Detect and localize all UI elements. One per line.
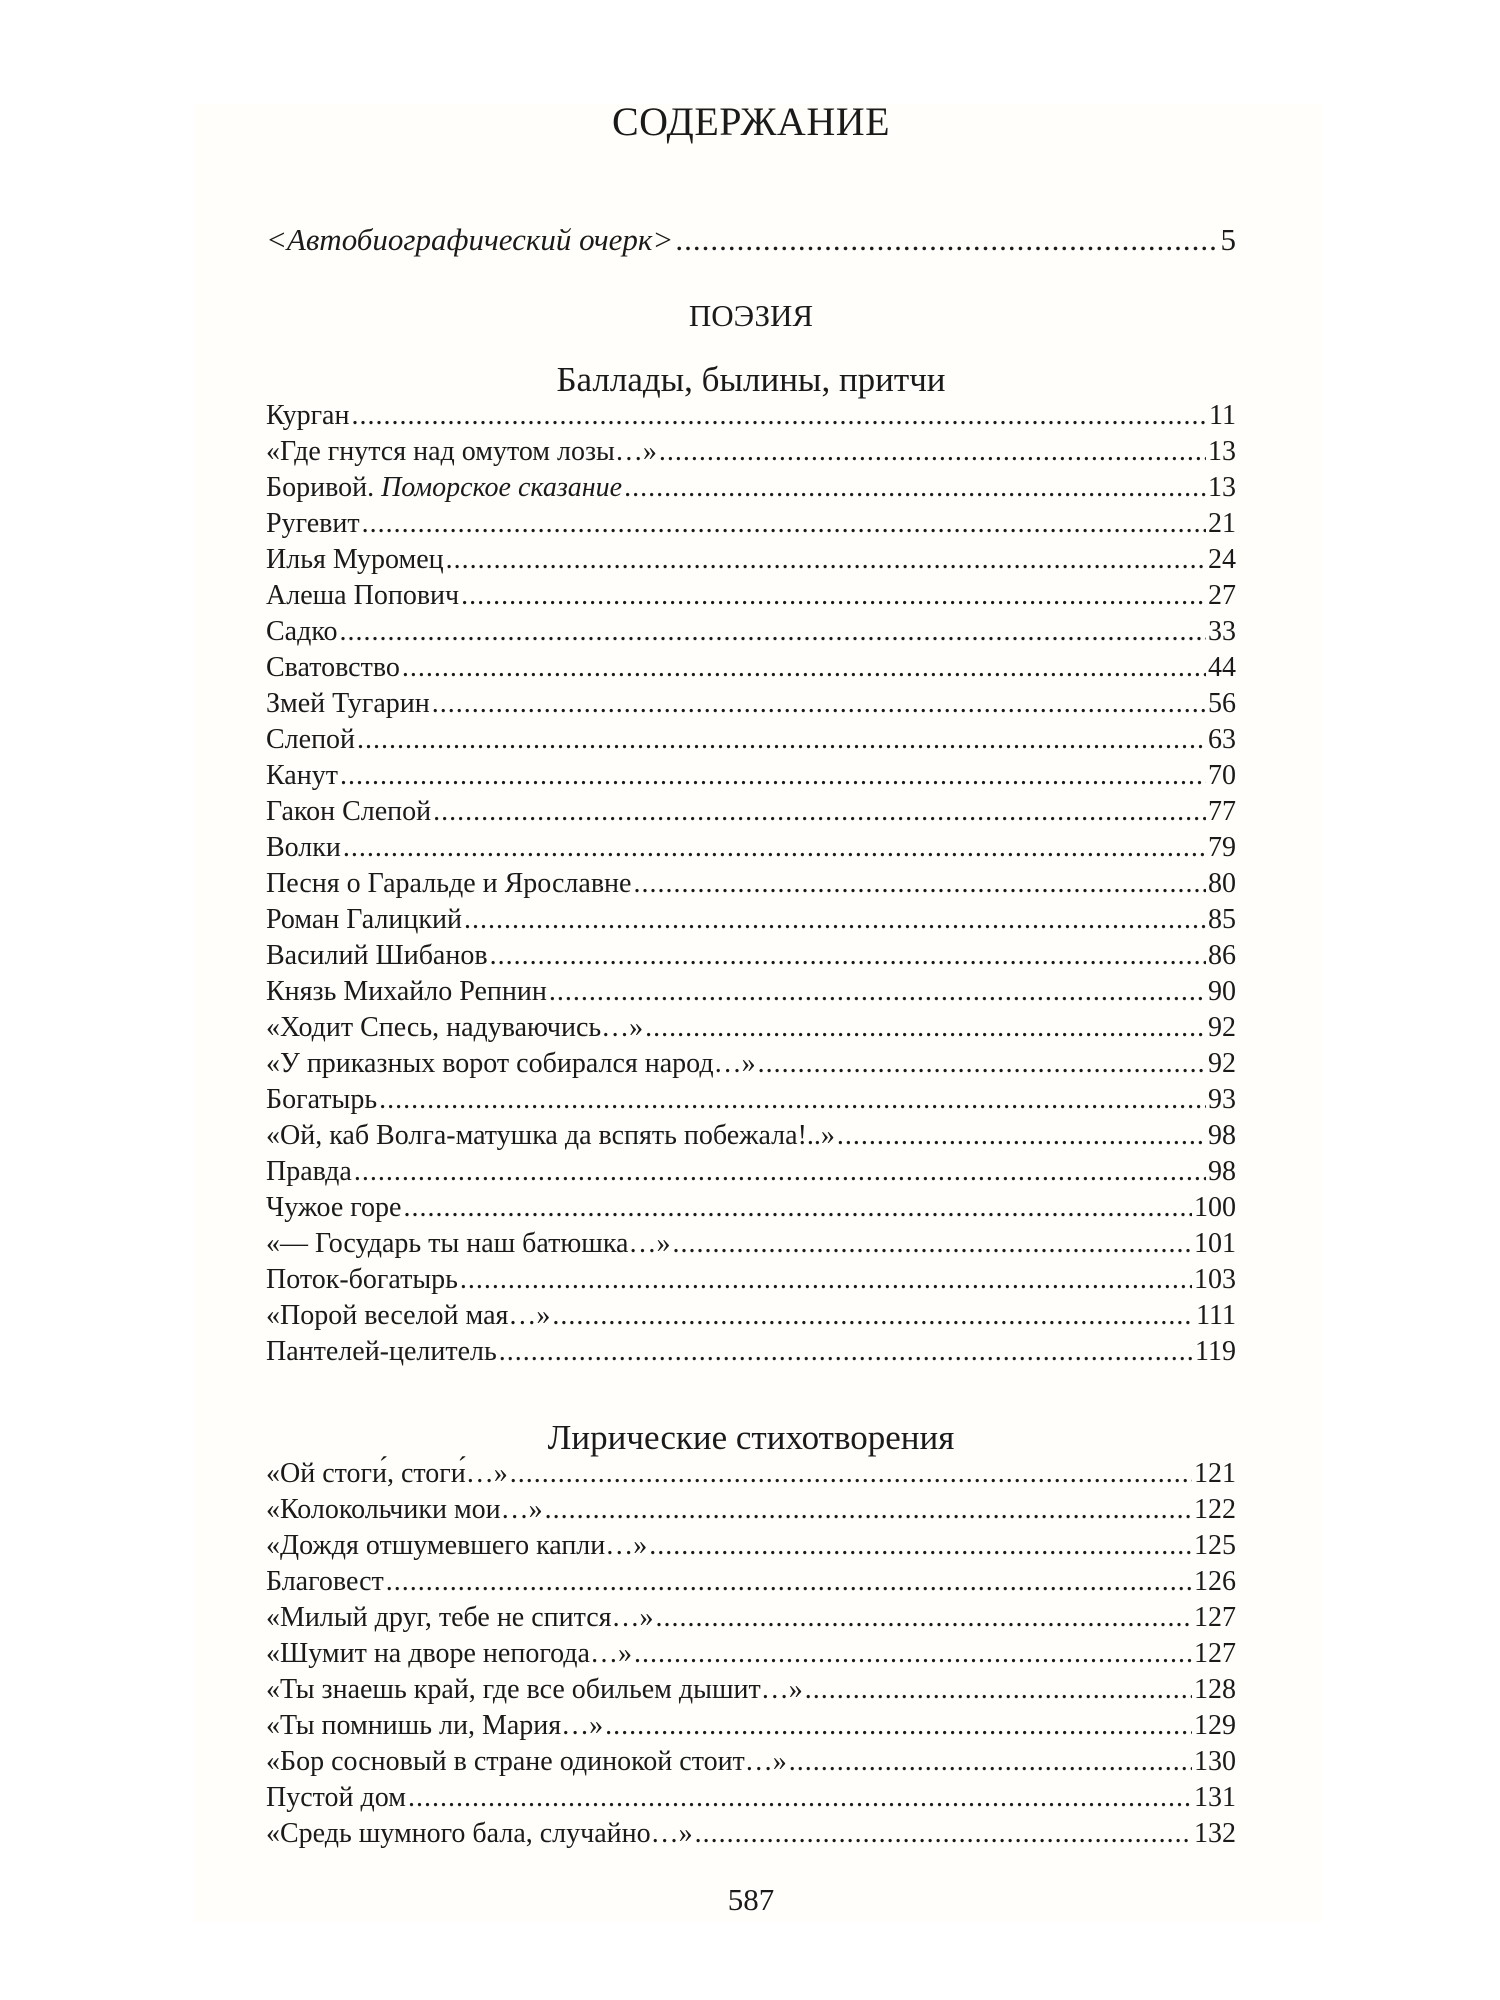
toc-entry-page: 90 [1208,976,1236,1007]
toc-entry-title [266,1674,803,1706]
toc-entry-title [266,1818,693,1850]
toc-entry-title [266,1012,643,1044]
toc-entry-title-text: «Ходит Спесь, надуваючись…» [266,1012,644,1043]
toc-entry-page: 101 [1194,1228,1236,1259]
toc-entry [266,1458,1236,1494]
toc-entry-subtitle: Поморское сказание [381,472,623,503]
toc-list-ballads [266,400,1236,1372]
toc-entry-title-text: Волки [266,832,341,863]
toc-entry-title-text: Сватовство [266,652,400,683]
toc-entry [266,652,1236,688]
toc-entry-page: 128 [1194,1674,1236,1705]
toc-entry [266,1566,1236,1602]
toc-entry-title [266,544,444,576]
toc-entry-title: <Автобиографический очерк> [266,222,674,257]
toc-entry-page: 24 [1208,544,1236,575]
toc-entry-page: 85 [1208,904,1236,935]
toc-entry-page: 98 [1208,1156,1236,1187]
toc-entry-title [266,1336,497,1368]
toc-entry-title [266,1602,654,1634]
toc-entry-title [266,1084,377,1116]
leader-dots [695,1818,1192,1850]
toc-entry [266,1300,1236,1336]
page-title: СОДЕРЖАНИЕ [611,99,891,144]
toc-list-lyrics [266,1458,1236,1854]
toc-entry-page: 13 [1208,436,1236,467]
toc-entry-title-text: Пустой дом [266,1782,406,1813]
toc-entry-title [266,940,488,972]
toc-entry-title [266,1228,670,1260]
leader-dots [805,1674,1192,1706]
toc-entry-page: 86 [1208,940,1236,971]
toc-entry-title-text: Василий Шибанов [266,940,488,971]
toc-entry-title-text: «Где гнутся над омутом лозы…» [266,436,657,467]
group-title-ballads: Баллады, былины, притчи [556,360,946,399]
toc-entry [266,724,1236,760]
leader-dots [433,796,1206,828]
toc-entry-title [266,472,622,504]
toc-entry [266,1674,1236,1710]
toc-entry [266,580,1236,616]
toc-entry-title-text: «Ой стоги́, стоги́…» [266,1458,508,1489]
toc-entry-title-text: Слепой [266,724,356,755]
toc-entry-title-text: Алеша Попович [266,580,460,611]
toc-entry-page: 80 [1208,868,1236,899]
toc-entry [266,1782,1236,1818]
toc-entry-page: 131 [1194,1782,1236,1813]
toc-entry-page: 126 [1194,1566,1236,1597]
toc-entry-title-text: Богатырь [266,1084,378,1115]
leader-dots [460,1264,1192,1296]
toc-entry-title [266,1530,647,1562]
toc-entry [266,796,1236,832]
toc-entry [266,1746,1236,1782]
toc-entry [266,1638,1236,1674]
toc-entry-page: 98 [1208,1120,1236,1151]
leader-dots [549,976,1206,1008]
intro-entry [266,222,1236,262]
leader-dots [362,508,1206,540]
toc-entry-title-text: Князь Михайло Репнин [266,976,547,1007]
toc-entry-title-text: «Милый друг, тебе не спится…» [266,1602,654,1633]
toc-entry-page: 21 [1208,508,1236,539]
toc-entry-title-text: «Средь шумного бала, случайно…» [266,1818,693,1849]
toc-entry-title-text: Илья Муромец [266,544,444,575]
toc-entry-title [266,868,631,900]
toc-entry-page: 127 [1194,1602,1236,1633]
leader-dots [499,1336,1193,1368]
toc-entry-page: 92 [1208,1012,1236,1043]
toc-entry [266,976,1236,1012]
toc-entry-title-text: Канут [266,760,338,791]
toc-entry-page: 77 [1208,796,1236,827]
toc-entry-page: 13 [1208,472,1236,503]
leader-dots [605,1710,1192,1742]
toc-entry-title-text: «Шумит на дворе непогода…» [266,1638,632,1669]
toc-entry-title [266,1048,756,1080]
toc-entry-page: 44 [1208,652,1236,683]
toc-entry-title [266,976,547,1008]
toc-entry [266,1336,1236,1372]
toc-entry-page: 5 [1220,222,1236,257]
leader-dots [403,1192,1192,1224]
leader-dots [758,1048,1206,1080]
leader-dots [659,436,1206,468]
toc-entry-title [266,760,338,792]
toc-entry-page: 103 [1194,1264,1236,1295]
toc-entry-page: 56 [1208,688,1236,719]
leader-dots [672,1228,1192,1260]
toc-entry-title-text: «Ты помнишь ли, Мария…» [266,1710,604,1741]
toc-entry-title [266,832,341,864]
toc-entry-title-text: «Ой, каб Волга-матушка да вспять побежала!..» [266,1120,835,1151]
toc-entry [266,1084,1236,1120]
toc-entry-title-text: «— Государь ты наш батюшка…» [266,1228,671,1259]
leader-dots [343,832,1206,864]
leader-dots [354,1156,1206,1188]
leader-dots [461,580,1206,612]
toc-entry-title-text: Гакон Слепой [266,796,432,827]
toc-entry [266,1818,1236,1854]
toc-entry-title [266,796,431,828]
leader-dots [357,724,1206,756]
toc-entry-page: 11 [1209,400,1236,431]
toc-entry-title-text: «Бор сосновый в стране одинокой стоит…» [266,1746,787,1777]
toc-entry [266,1156,1236,1192]
toc-entry [266,1264,1236,1300]
toc-entry-title [266,436,657,468]
toc-entry [266,436,1236,472]
toc-entry-title-text: Правда [266,1156,352,1187]
toc-entry-page: 27 [1208,580,1236,611]
toc-entry [266,508,1236,544]
toc-entry [266,1012,1236,1048]
toc-entry [266,868,1236,904]
leader-dots [464,904,1206,936]
toc-entry-title [266,1494,543,1526]
leader-dots [446,544,1206,576]
leader-dots [402,652,1206,684]
toc-entry-page: 130 [1194,1746,1236,1777]
toc-entry [266,1048,1236,1084]
toc-entry-title [266,1782,406,1814]
toc-entry-page: 33 [1208,616,1236,647]
toc-entry-title [266,1264,458,1296]
toc-entry-title-text: Курган [266,400,350,431]
toc-entry-title-text: Благовест [266,1566,384,1597]
toc-entry-title [266,1156,352,1188]
toc-entry-page: 93 [1208,1084,1236,1115]
toc-entry-title [266,1192,401,1224]
toc-entry [266,1530,1236,1566]
toc-entry-title-text: Змей Тугарин [266,688,430,719]
group-title-lyrics: Лирические стихотворения [547,1418,955,1457]
toc-entry-page: 70 [1208,760,1236,791]
toc-entry [266,222,1236,262]
toc-entry-page: 132 [1194,1818,1236,1849]
toc-entry [266,1602,1236,1638]
toc-entry-page: 92 [1208,1048,1236,1079]
toc-entry-title-text: Садко [266,616,338,647]
leader-dots [408,1782,1192,1814]
toc-entry-title [266,652,400,684]
leader-dots [634,1638,1192,1670]
toc-entry [266,472,1236,508]
toc-entry-title [266,580,459,612]
toc-entry-title-text: Роман Галицкий [266,904,462,935]
toc-entry-page: 122 [1194,1494,1236,1525]
toc-entry-page: 125 [1194,1530,1236,1561]
toc-entry-title-text: Поток-богатырь [266,1264,458,1295]
toc-entry-page: 79 [1208,832,1236,863]
leader-dots [645,1012,1206,1044]
toc-entry-page: 111 [1196,1300,1236,1331]
leader-dots [633,868,1206,900]
toc-entry [266,1710,1236,1746]
leader-dots [789,1746,1192,1778]
leader-dots [432,688,1206,720]
toc-entry [266,1192,1236,1228]
toc-entry-title-text: «Ты знаешь край, где все обильем дышит…» [266,1674,803,1705]
toc-entry-title [266,1638,632,1670]
leader-dots [675,222,1218,258]
leader-dots [552,1300,1194,1332]
toc-entry-page: 121 [1194,1458,1236,1489]
toc-entry [266,1120,1236,1156]
leader-dots [656,1602,1192,1634]
toc-entry-title [266,1746,787,1778]
toc-entry-title-text: Боривой. [266,472,382,503]
toc-entry-page: 100 [1194,1192,1236,1223]
toc-entry-title-text: Пантелей-целитель [266,1336,497,1367]
leader-dots [624,472,1206,504]
leader-dots [649,1530,1192,1562]
toc-entry [266,832,1236,868]
toc-entry-title-text: «Порой веселой мая…» [266,1300,551,1331]
toc-entry-title [266,508,360,540]
toc-entry-title [266,616,338,648]
toc-entry-title [266,400,349,432]
toc-entry [266,1228,1236,1264]
leader-dots [545,1494,1192,1526]
page-number: 587 [727,1882,775,1917]
toc-entry-title [266,724,355,756]
section-title: ПОЭЗИЯ [688,298,814,333]
toc-entry [266,616,1236,652]
toc-entry [266,760,1236,796]
leader-dots [837,1120,1206,1152]
leader-dots [340,616,1206,648]
toc-entry-title [266,688,430,720]
toc-entry [266,904,1236,940]
leader-dots [490,940,1206,972]
toc-entry-page: 63 [1208,724,1236,755]
toc-entry-title-text: Песня о Гаральде и Ярославне [266,868,632,899]
leader-dots [379,1084,1206,1116]
leader-dots [386,1566,1192,1598]
toc-entry-title [266,1710,603,1742]
leader-dots [510,1458,1192,1490]
toc-entry [266,544,1236,580]
toc-entry [266,400,1236,436]
toc-entry [266,1494,1236,1530]
toc-entry-title-text: Ругевит [266,508,360,539]
toc-entry-title-text: «Дождя отшумевшего капли…» [266,1530,648,1561]
toc-entry-title-text: Чужое горе [266,1192,402,1223]
toc-entry-title [266,1120,835,1152]
toc-entry [266,940,1236,976]
toc-entry [266,688,1236,724]
leader-dots [351,400,1207,432]
toc-entry-page: 119 [1195,1336,1236,1367]
leader-dots [340,760,1206,792]
toc-entry-title [266,1566,384,1598]
toc-entry-page: 129 [1194,1710,1236,1741]
toc-entry-title [266,1300,550,1332]
toc-entry-title [266,904,462,936]
toc-entry-title-text: «У приказных ворот собирался народ…» [266,1048,756,1079]
toc-entry-title-text: «Колокольчики мои…» [266,1494,543,1525]
toc-entry-page: 127 [1194,1638,1236,1669]
toc-entry-title [266,1458,508,1490]
